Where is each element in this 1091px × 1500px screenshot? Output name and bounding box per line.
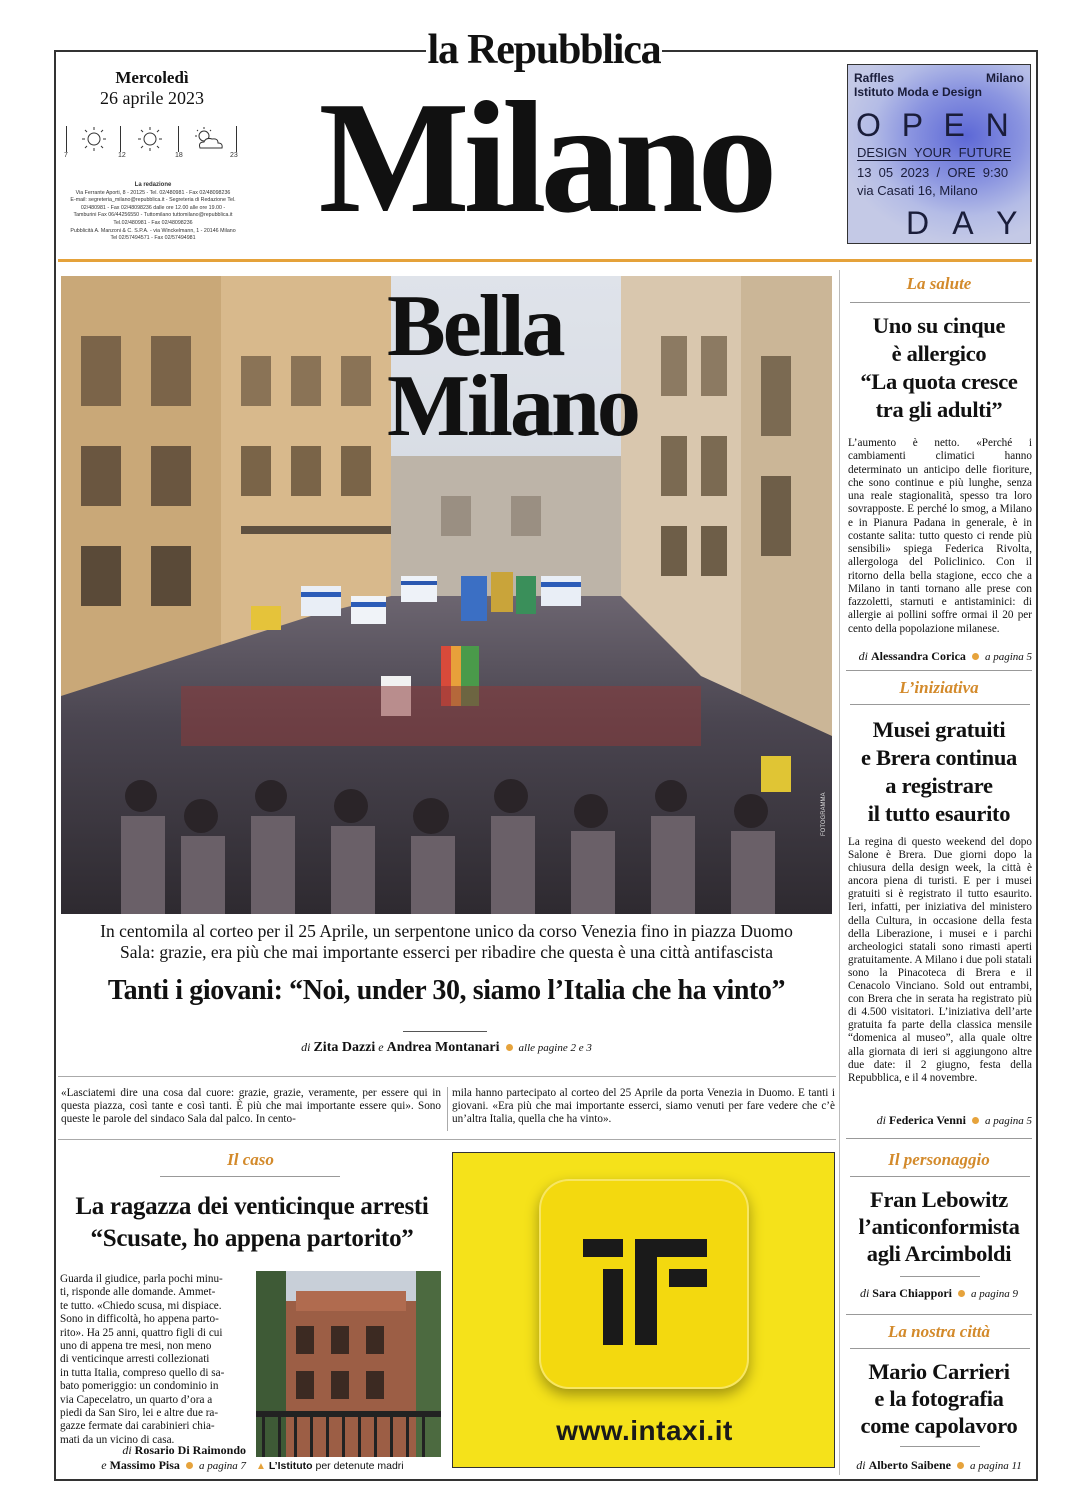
headline-iniziativa[interactable]: Musei gratuiti e Brera continua a registrare il tutto esaurito <box>860 717 1018 826</box>
intaxi-url[interactable]: www.intaxi.it <box>556 1415 733 1446</box>
headline-caso-1[interactable]: La ragazza dei venticinque arresti <box>75 1193 429 1220</box>
raffles-open: O P E N <box>856 107 1015 143</box>
bullet-dot <box>972 1117 979 1124</box>
temp-3: 18 <box>175 152 183 159</box>
rule <box>850 1348 1030 1349</box>
lead-author-2[interactable]: Andrea Montanari <box>386 1040 500 1055</box>
lead-photo <box>61 276 832 914</box>
author-caso-2[interactable]: Massimo Pisa <box>109 1458 180 1472</box>
kicker-iniziativa: L’iniziativa <box>899 678 979 697</box>
lead-headline[interactable]: Tanti i giovani: “Noi, under 30, siamo l’Italia che ha vinto” <box>107 975 786 1006</box>
lead-divider <box>403 1031 487 1032</box>
frame-bottom <box>54 1479 1038 1481</box>
edition-title: Milano <box>318 68 772 246</box>
kicker-citta: La nostra città <box>887 1322 990 1341</box>
raffles-brand-sub: Istituto Moda e Design <box>854 85 983 99</box>
rule <box>850 704 1030 705</box>
sun-icon <box>134 126 166 152</box>
brand-logo[interactable]: la Repubblica <box>427 27 661 73</box>
ad-intaxi[interactable] <box>452 1152 835 1468</box>
temp-2: 12 <box>118 152 126 159</box>
body-caso: Guarda il giudice, parla pochi minu- ti, risponde alle domande. Ammet- te tutto. «Chiedo scusa, mi dispiace. Sono in difficoltà, ho appena parto- rito». Ha 25 anni, quattro figli di cui uno di appena tre mesi, non meno di venticinque arresti collezionati in tutta Italia, compreso quello di sa- bato pomeriggio: un condominio in via Capecelatro, un quarto d’ora a piedi da San Siro, lei e altre due ra- gazze fermate dai carabinieri chia- mati da un vicino di casa. <box>60 1273 225 1446</box>
rule <box>850 1176 1030 1177</box>
date-day: Mercoledì <box>115 68 189 87</box>
byline-caso: di Rosario Di Raimondo e Massimo Pisa a pagina 7 <box>101 1443 246 1472</box>
lead-body-col-1: «Lasciatemi dire una cosa dal cuore: grazie, grazie, veramente, per essere qui in questa piazza, così tante e così tanti. È più che mai importante essere qui». Sono queste le parole del sindaco Sala dal palco. In cento- <box>61 1087 441 1126</box>
redazione-block: La redazione Via Ferrante Aporti, 8 - 20125 - Tel. 02/480981 - Fax 02/48098236 E-mail: segreteria_milano@repubblica.it - Segreteria di Redazione Tel. 02/480981 - Fax 02/48098236 dalle ore 12.00 alle ore 19.00 - Tamburini Fax 06/44256550 - Tuttomilano tuttomilano@repubblica.it Tel.02/480981 - Fax 02/48098236 Pubblicità A. Manzoni & C. S.P.A. - via Winckelmann, 1 - 20146 Milano Tel 02/57494571 - Fax 02/57494981 <box>58 182 248 243</box>
rule <box>846 670 1032 671</box>
rule <box>846 1138 1032 1139</box>
temp-1: 7 <box>64 152 68 159</box>
bullet-dot <box>972 653 979 660</box>
lead-byline: di Zita Dazzi e Andrea Montanari alle pagine 2 e 3 <box>301 1040 592 1055</box>
bullet-dot <box>186 1462 193 1469</box>
lead-body-top-rule <box>58 1076 836 1077</box>
headline-salute[interactable]: Uno su cinque è allergico “La quota cresce tra gli adulti” <box>860 313 1018 422</box>
caso-photo <box>256 1271 441 1457</box>
raffles-address: via Casati 16, Milano <box>857 183 978 198</box>
intaxi-logo-icon <box>539 1179 749 1389</box>
raffles-day: D A Y <box>906 205 1026 241</box>
author-salute[interactable]: Alessandra Corica <box>870 649 966 663</box>
raffles-brand: Raffles <box>854 71 895 85</box>
author-iniziativa[interactable]: Federica Venni <box>888 1113 966 1127</box>
kicker-salute: La salute <box>906 274 972 293</box>
headline-personaggio[interactable]: Fran Lebowitz l’anticonformista agli Arcimboldi <box>858 1187 1020 1266</box>
frame-left <box>54 50 56 1480</box>
byline-iniziativa: di Federica Venni a pagina 5 <box>876 1113 1032 1127</box>
date-full: 26 aprile 2023 <box>100 88 204 108</box>
lead-author-1[interactable]: Zita Dazzi <box>313 1040 376 1055</box>
raffles-city: Milano <box>986 71 1024 85</box>
orange-rule <box>58 259 1032 262</box>
frame-right <box>1036 50 1038 1480</box>
cloud-sun-icon <box>190 126 226 152</box>
author-caso-1[interactable]: Rosario Di Raimondo <box>134 1443 246 1457</box>
raffles-datetime: 13 05 2023 / ORE 9:30 <box>857 165 1009 180</box>
rule <box>846 1314 1032 1315</box>
ad-raffles[interactable] <box>847 64 1031 244</box>
kicker-caso: Il caso <box>227 1150 274 1169</box>
caret-up-icon: ▲ <box>256 1461 266 1472</box>
sidebar-divider <box>839 270 840 1475</box>
lead-pages[interactable]: alle pagine 2 e 3 <box>518 1042 592 1054</box>
rule <box>850 302 1030 303</box>
frame-top-right <box>662 50 1038 52</box>
sun-icon <box>78 126 110 152</box>
temp-4: 23 <box>230 152 238 159</box>
author-personaggio[interactable]: Sara Chiappori <box>872 1286 952 1300</box>
byline-salute: di Alessandra Corica a pagina 5 <box>858 649 1032 663</box>
rule <box>160 1176 340 1177</box>
byline-personaggio: di Sara Chiappori a pagina 9 <box>859 1286 1019 1300</box>
lead-col-divider <box>447 1087 448 1131</box>
headline-caso-2[interactable]: “Scusate, ho appena partorito” <box>90 1225 414 1252</box>
bullet-dot <box>958 1290 965 1297</box>
caso-photo-caption: ▲ L’Istituto per detenute madri <box>256 1460 404 1472</box>
redazione-title: La redazione <box>134 182 172 188</box>
rule <box>900 1446 980 1447</box>
byline-citta: di Alberto Saibene a pagina 11 <box>856 1458 1022 1472</box>
lead-summary-1: In centomila al corteo per il 25 Aprile, un serpentone unico da corso Venezia fino in piazza Duomo <box>100 921 793 941</box>
lead-body-col-2: mila hanno partecipato al corteo del 25 Aprile da porta Venezia in Duomo. E tanti i giovani. «Era più che mai importante esserci, siamo venuti per fare vedere che c’è un’altra Italia, quella che ha vinto». <box>452 1087 835 1126</box>
bullet-dot <box>957 1462 964 1469</box>
photo-credit: FOTOGRAMMA <box>821 792 827 836</box>
raffles-tagline: DESIGN YOUR FUTURE <box>857 145 1012 160</box>
lead-overlay-title-2: Milano <box>387 358 638 455</box>
weather-strip <box>62 122 244 162</box>
lead-overlay-title-1: Bella <box>387 278 563 375</box>
bullet-dot <box>506 1044 513 1051</box>
body-iniziativa: La regina di questo weekend del dopo Salone è Brera. Due giorni dopo la chiusura della design week, la città è ancora piena di turisti. E per i musei gratuiti si è registrato il tutto esaurito. Ieri, infatti, per iniziativa del ministero della Cultura, in occasione della festa della Liberazione, i musei e i parchi archeologici statali sono rimasti aperti gratuitamente. A Milano i due poli statali sono la Pinacoteca di Brera e il Cenacolo Vinciano. Sold out entrambi, con Brera che in serata ha registrato più di 4.500 visitatori. L’iniziativa dell’arte gratuita fa parte della classica mensile “domenica al museo”, alla quale oltre alla giornata di ieri si aggiungono altre due date: il 2 giugno, festa della Repubblica, e il 4 novembre. <box>848 836 1032 1084</box>
frame-top-left <box>54 50 426 52</box>
lead-body-bottom-rule <box>58 1139 836 1140</box>
body-salute: L’aumento è netto. «Perché i cambiamenti climatici hanno determinato un anticipo delle fioriture, che sono continue e più lunghe, senza una reale stagionalità, spesso tra loro sovrapposte. E perché lo smog, a Milano e in Pianura Padana in generale, è in costante salita: tutto questo ci rende più sensibili» spiega Federica Rivolta, allergologa del Policlinico. Con il ritorno della bella stagione, ecco che a Milano in tanti tornano alle prese con fazzoletti, starnuti e antistaminici: di allergie ai pollini soffre ormai il 20 per cento della popolazione milanese. <box>848 437 1032 635</box>
headline-citta[interactable]: Mario Carrieri e la fotografia come capolavoro <box>860 1359 1018 1438</box>
lead-summary-2: Sala: grazie, era più che mai importante esserci per ribadire che questa è una città antifascista <box>119 942 774 962</box>
kicker-personaggio: Il personaggio <box>888 1150 990 1169</box>
author-citta[interactable]: Alberto Saibene <box>868 1458 951 1472</box>
rule <box>900 1276 980 1277</box>
